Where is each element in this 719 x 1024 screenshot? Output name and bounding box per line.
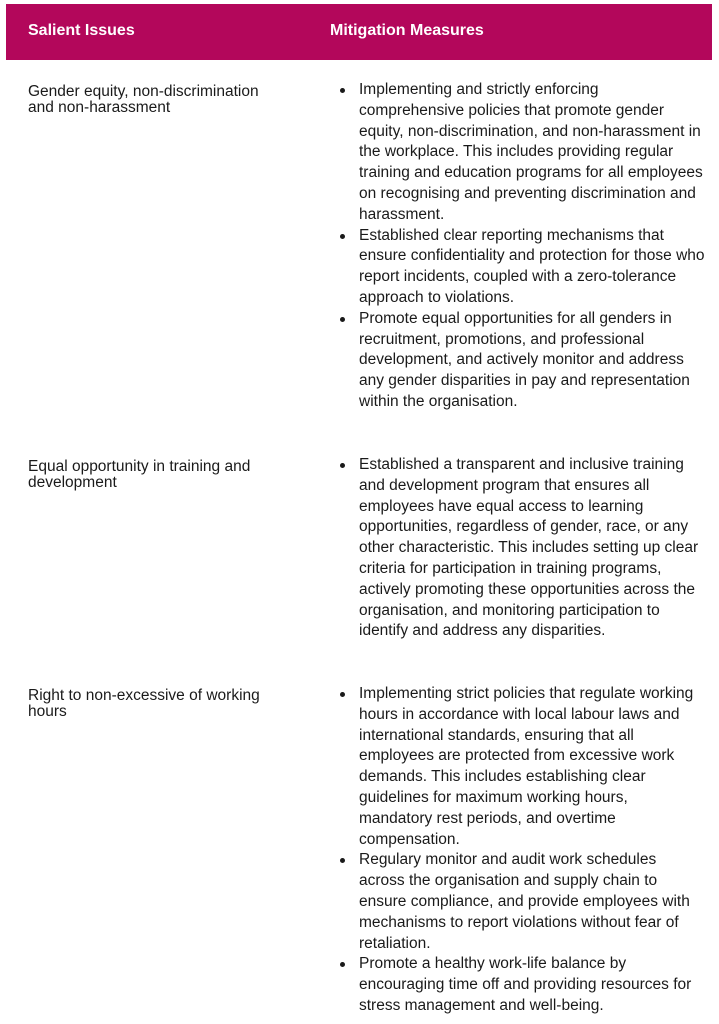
measures-list [340, 455, 705, 642]
measures-list [340, 684, 705, 1017]
measure-item: Established clear reporting mechanisms that ensure confidentiality and protection for those who report incidents, coupled with a zero-tolerance approach to violations. [340, 226, 705, 309]
measure-item: Promote equal opportunities for all genders in recruitment, promotions, and professional development, and actively monitor and address any gender disparities in pay and representation within the organisation. [340, 309, 705, 413]
measures-list [340, 80, 705, 413]
measure-item: Regulary monitor and audit work schedules across the organisation and supply chain to ensure compliance, and provide employees with mechanisms to report violations without fear of retaliation. [340, 850, 705, 954]
issue-cell: Right to non-excessive of working hours [28, 687, 260, 720]
measure-item: Established a transparent and inclusive training and development program that ensures all employees have equal access to learning opportunities, regardless of gender, race, or any other characteristic. This includes setting up clear criteria for participation in training programs, actively promoting these opportunities across the organisation, and monitoring participation to identify and address any disparities. [340, 455, 705, 642]
measure-item: Implementing and strictly enforcing comprehensive policies that promote gender equity, non-discrimination, and non-harassment in the workplace. This includes providing regular training and education programs for all employees on recognising and preventing discrimination and harassment. [340, 80, 705, 226]
header-salient-issues: Salient Issues [28, 22, 135, 39]
issue-cell: Gender equity, non-discrimination and non-harassment [28, 83, 259, 116]
issue-cell: Equal opportunity in training and development [28, 458, 251, 491]
table-header [6, 4, 712, 60]
measure-item: Implementing strict policies that regulate working hours in accordance with local labour laws and international standards, ensuring that all employees are protected from excessive work demands. This includes establishing clear guidelines for maximum working hours, mandatory rest periods, and overtime compensation. [340, 684, 705, 850]
header-mitigation-measures: Mitigation Measures [330, 22, 484, 39]
measure-item: Promote a healthy work-life balance by encouraging time off and providing resources for stress management and well-being. [340, 954, 705, 1016]
